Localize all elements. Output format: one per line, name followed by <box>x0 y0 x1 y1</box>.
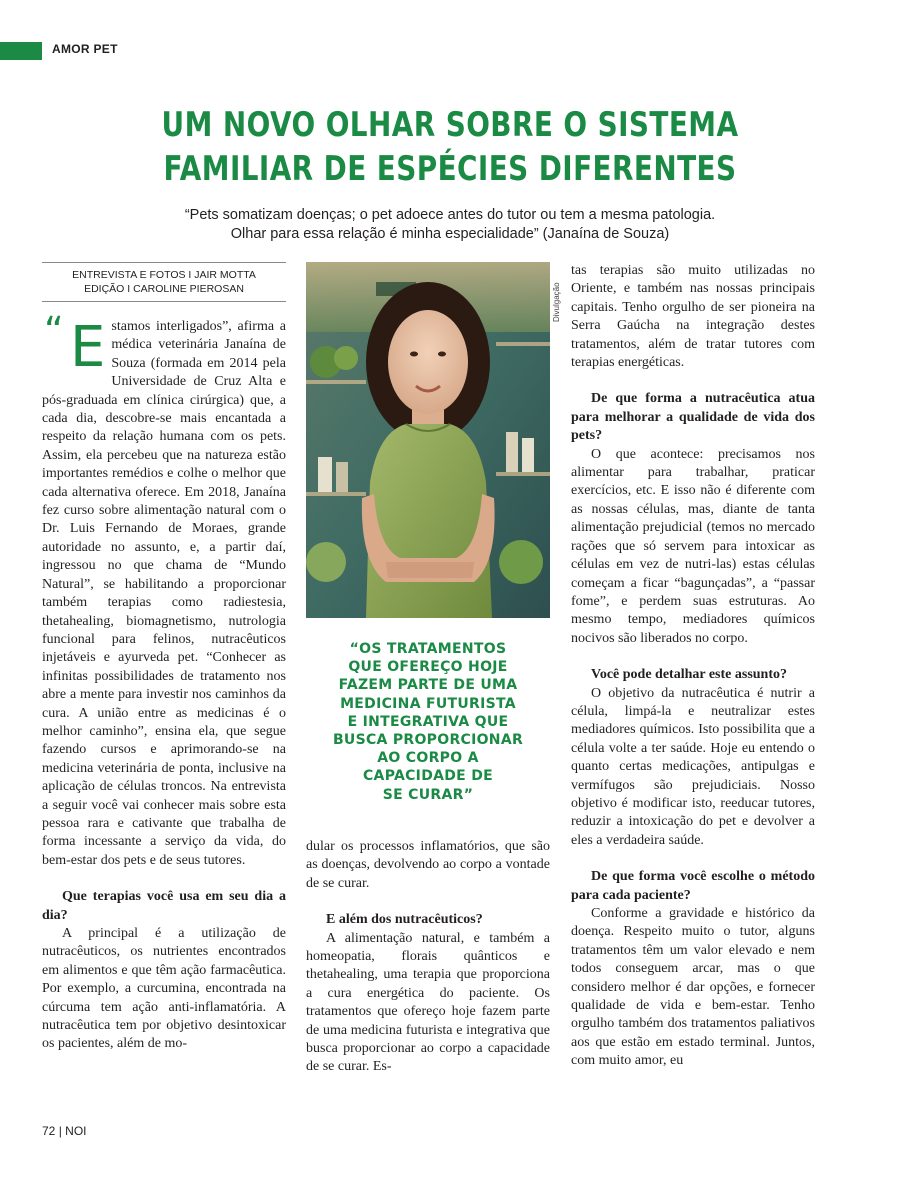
page-number: 72 <box>42 1124 56 1138</box>
pull-quote-line: CAPACIDADE DE <box>362 768 493 785</box>
photo-credit: Divulgação <box>552 282 561 322</box>
section-color-bar <box>0 42 42 60</box>
pull-quote-line: E INTEGRATIVA QUE <box>347 713 509 730</box>
portrait-photo <box>306 262 550 618</box>
drop-cap: E <box>70 315 106 380</box>
footer-separator: | <box>58 1124 62 1138</box>
answer-2-part-1: A alimentação natural, e também a homeopatia, florais quânticos e thetahealing, uma terapia que proporciona a cura energética do paciente. Os tratamentos que ofereço hoje fazem parte de uma medicina futurista e integrativa que busca proporcionar ao corpo a capacidade de se curar. Es- <box>306 930 550 1075</box>
question-5: De que forma você escolhe o método para cada paciente? <box>571 869 815 903</box>
page-footer <box>42 1124 87 1138</box>
answer-2-part-2: tas terapias são muito utilizadas no Oriente, e também nas nossas principais capitais. Tenho orgulho de ser pioneira na Serra Gaúcha na integração destes tratamentos, além de tratar tutores com terapias energéticas. <box>571 263 815 371</box>
magazine-name: NOI <box>65 1124 87 1138</box>
article-column-3 <box>571 262 815 1071</box>
answer-1-part-1: A principal é a utilização de nutracêuticos, os nutrientes encontrados em alimentos e que têm ação farmacêutica. Por exemplo, a curcumina, encontrada na cúrcuma tem ação anti-inflamatória. A nutracêutica tem por objetivo desintoxicar os pacientes, além de mo- <box>42 926 286 1052</box>
title-line-1: UM NOVO OLHAR SOBRE O SISTEMA <box>161 105 739 145</box>
pull-quote-line: “OS TRATAMENTOS <box>349 641 507 657</box>
article-credits <box>42 262 286 302</box>
subtitle-line-2: Olhar para essa relação é minha especialidade” (Janaína de Souza) <box>230 226 670 242</box>
answer-3: O que acontece: precisamos nos alimentar para trabalhar, praticar exercícios, etc. E isso não é diferente com as nossas células, mas, diante de tanta alimentação prejudicial (temos no mercado rações que só servem para intoxicar as células em vez de nutri-las) estas células começam a ficar “bagunçadas”, a “passar fome”, e perdem suas estruturas. Ao mesmo tempo, mediadores químicos nocivos são liberados no corpo. <box>571 446 815 646</box>
title-line-2: FAMILIAR DE ESPÉCIES DIFERENTES <box>163 149 737 189</box>
credits-editing: EDIÇÃO I CAROLINE PIEROSAN <box>84 283 244 295</box>
article-column-2 <box>306 838 550 1077</box>
pull-quote-line: AO CORPO A <box>377 750 479 767</box>
pull-quote-line: MEDICINA FUTURISTA <box>340 695 516 712</box>
pull-quote-line: QUE OFEREÇO HOJE <box>348 659 508 676</box>
article-column-1 <box>42 309 286 1054</box>
question-3: De que forma a nutracêutica atua para melhorar a qualidade de vida dos pets? <box>571 391 815 444</box>
pull-quote-line: FAZEM PARTE DE UMA <box>338 677 518 694</box>
credits-interview: ENTREVISTA E FOTOS I JAIR MOTTA <box>72 269 256 281</box>
opening-quote-mark: “ <box>44 309 64 353</box>
question-1: Que terapias você usa em seu dia a dia? <box>42 889 286 923</box>
pull-quote <box>306 640 550 804</box>
answer-5: Conforme a gravidade e histórico da doença. Respeito muito o tutor, alguns tratamentos têm um valor elevado e nem todos conseguem arcar, mas o que considero melhor é dar opções, e fornecer qualidade de vida e bem-estar. Tenho orgulho também dos tratamentos paliativos aos que estão em estado terminal. Juntos, com muito amor, eu <box>571 906 815 1069</box>
article-subtitle <box>100 206 800 244</box>
subtitle-line-1: “Pets somatizam doenças; o pet adoece antes do tutor ou tem a mesma patologia. <box>184 207 716 223</box>
answer-1-part-2: dular os processos inflamatórios, que são as doenças, devolvendo ao corpo a vontade de se curar. <box>306 839 550 891</box>
question-2: E além dos nutracêuticos? <box>326 912 483 928</box>
section-label: AMOR PET <box>52 42 118 56</box>
article-title <box>81 103 819 191</box>
question-4: Você pode detalhar este assunto? <box>591 667 788 683</box>
pull-quote-line: BUSCA PROPORCIONAR <box>332 732 524 749</box>
intro-paragraph <box>42 309 286 870</box>
pull-quote-line: SE CURAR” <box>382 786 474 803</box>
answer-4: O objetivo da nutracêutica é nutrir a célula, limpá-la e neutralizar estes mediadores químicos. Isto possibilita que a célula volte a ter saúde. Hoje eu entendo o quanto certas medicações, antipulgas e vermífugos são prejudiciais. Nosso objetivo é modificar isto, reeducar tutores, reduzir a intoxicação do pet e devolver a eles a verdadeira saúde. <box>571 685 815 848</box>
intro-text: stamos interligados”, afirma a médica veterinária Janaína de Souza (formada em 2014 pela Universidade de Cruz Alta e pós-graduada em clínica cirúrgica) que, a cada dia, descobre-se mais encantada a respeito da relação humana com os pets. Assim, ela percebeu que na natureza estão importantes remédios e colhe o melhor que cada alternativa oferece. Em 2018, Janaína fez curso sobre alimentação natural com o Dr. Luis Fernando de Moraes, grande autoridade no assunto, e, a partir daí, ingressou no que chama de “Mundo Natural”, se habilitando a proporcionar também terapias como radiestesia, thetahealing, biomagnetismo, nutrologia funcional para felinos, nutracêuticos injetáveis e ayurveda pet. “Conhecer as infinitas possibilidades de tratamento nos abre a mente para investir nos caminhos da cura. A união entre as medicinas é o melhor caminho”, ensina ela, que segue fazendo cursos e aprimorando-se na medicina veterinária de ponta, inclusive na aplicação de células troncos. Na entrevista a seguir você vai conhecer mais sobre esta pessoa rara e cativante que trabalha de forma incessante a serviço da vida, do bem-estar dos pets e de seus tutores. <box>42 319 286 868</box>
